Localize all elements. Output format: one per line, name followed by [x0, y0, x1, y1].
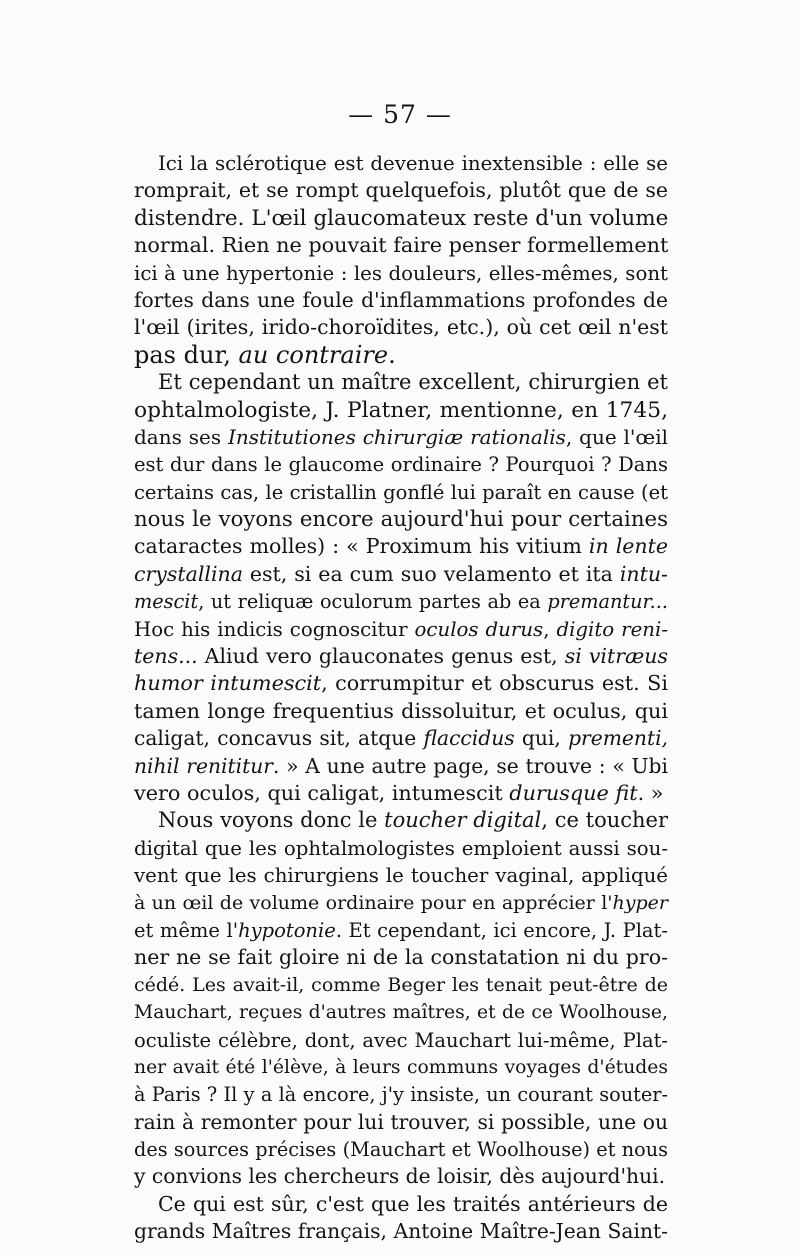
text-line — [134, 944, 668, 971]
italic-text: oculos durus — [414, 617, 544, 641]
text-line — [134, 670, 668, 697]
text-run: Nous voyons donc le — [158, 808, 385, 833]
italic-text: prementi, — [568, 726, 668, 751]
text-line — [134, 533, 668, 560]
text-line — [134, 753, 668, 780]
text-line — [134, 561, 668, 588]
text-line — [134, 177, 668, 204]
italic-text: durusque fit — [509, 780, 638, 805]
text-line — [134, 150, 668, 177]
text-run: ner avait été l'élève, à leurs communs voyages d'études — [134, 1056, 668, 1078]
text-line — [134, 397, 668, 424]
text-line — [134, 287, 668, 314]
text-run: qui, — [514, 726, 569, 751]
text-run: ici à une hypertonie : les douleurs, elles-mêmes, sont — [134, 261, 668, 285]
text-line — [134, 588, 668, 615]
page-number: — 57 — — [348, 100, 452, 129]
text-run: certains cas, le cristallin gonflé lui paraît en cause (et — [134, 480, 668, 504]
body-text — [134, 150, 668, 1246]
text-line — [134, 424, 668, 451]
italic-text: tens... — [134, 644, 198, 669]
text-run: , que l'œil — [565, 424, 668, 449]
italic-text: flaccidus — [423, 726, 515, 751]
text-line — [134, 890, 668, 917]
text-line — [134, 1163, 668, 1190]
text-line — [134, 506, 668, 533]
text-run: , corrumpitur et obscurus est. Si — [321, 671, 668, 696]
text-run: vent que les chirurgiens le toucher vaginal, appliqué — [134, 864, 668, 888]
italic-text: crystallina — [134, 561, 243, 586]
text-run: fortes dans une foule d'inflammations profondes de — [134, 287, 668, 312]
text-run: et même l' — [134, 918, 239, 942]
text-line — [134, 972, 668, 999]
italic-text: digito reni- — [556, 617, 668, 641]
text-line — [134, 862, 668, 889]
text-line — [134, 725, 668, 752]
text-line — [134, 1218, 668, 1245]
text-line — [134, 917, 668, 944]
text-run: est dur dans le glaucome ordinaire ? Pourquoi ? Dans — [134, 453, 668, 477]
text-run: Et cependant un maître excellent, chirurgien et — [158, 370, 668, 395]
text-run: tamen longe frequentius dissoluitur, et oculus, qui — [134, 698, 668, 723]
text-run: normal. Rien ne pouvait faire penser formellement — [134, 233, 669, 258]
text-run: ner ne se fait gloire ni de la constatation ni du pro- — [134, 945, 668, 970]
text-line — [134, 314, 668, 341]
text-run: rain à remonter pour lui trouver, si possible, une ou — [134, 1109, 668, 1134]
text-line — [134, 999, 668, 1026]
text-run: , ut reliquæ oculorum partes ab ea — [198, 590, 548, 614]
italic-text: premantur... — [547, 590, 668, 614]
text-run: ophtalmologiste, J. Platner, mentionne, en 1745, — [134, 397, 668, 423]
italic-text: humor intumescit — [134, 671, 322, 696]
text-line — [134, 369, 668, 396]
italic-text: hypotonie — [238, 918, 336, 942]
text-run: oculiste célèbre, dont, avec Mauchart lui-même, Plat- — [134, 1028, 668, 1052]
italic-text: in lente — [588, 534, 668, 559]
text-run: . » — [637, 780, 664, 805]
italic-text: si vitræus — [564, 644, 669, 669]
text-line — [134, 1081, 668, 1108]
text-line — [134, 451, 668, 478]
text-run: cédé. Les avait-il, comme Beger les tenait peut-être de — [134, 973, 668, 996]
text-run: dans ses — [134, 424, 228, 449]
italic-text: mescit — [134, 590, 199, 614]
text-line — [134, 1191, 668, 1218]
text-run: romprait, et se rompt quelquefois, plutôt que de se — [134, 178, 668, 203]
text-run: Ici la sclérotique est devenue inextensible : elle se — [158, 152, 668, 175]
italic-text: Institutiones chirurgiæ rationalis — [228, 424, 566, 449]
text-run: grands Maîtres français, Antoine Maître-Jean Saint- — [134, 1219, 668, 1244]
italic-text: toucher digital — [384, 808, 542, 833]
text-run: , — [543, 617, 557, 641]
text-run: des sources précises (Mauchart et Woolhouse) et nous — [134, 1138, 668, 1162]
text-run: digital que les ophtalmologistes emploient aussi sou- — [134, 836, 668, 860]
text-run: Mauchart, reçues d'autres maîtres, et de ce Woolhouse, — [134, 1002, 668, 1024]
text-line — [134, 698, 668, 725]
text-run: , ce toucher — [541, 808, 668, 833]
text-run: . — [388, 340, 396, 369]
text-line — [134, 616, 668, 643]
text-line — [134, 807, 668, 834]
text-line — [134, 1027, 668, 1054]
text-run: cataractes molles) : « Proximum his vitium — [134, 534, 589, 559]
italic-text: hyper — [612, 891, 668, 914]
italic-text: au contraire — [238, 340, 389, 369]
text-line — [134, 835, 668, 862]
text-line — [134, 479, 668, 506]
text-run: pas dur, — [134, 340, 239, 369]
text-run: . » A une autre page, se trouve : « Ubi — [272, 753, 668, 778]
text-run: . Et cependant, ici encore, J. Plat- — [335, 918, 668, 942]
text-run: à un œil de volume ordinaire pour en apprécier l' — [134, 891, 613, 914]
italic-text: intu- — [619, 561, 668, 586]
text-run: caligat, concavus sit, atque — [134, 726, 424, 751]
text-run: distendre. L'œil glaucomateux reste d'un volume — [134, 205, 669, 231]
text-run: Ce qui est sûr, c'est que les traités antérieurs de — [158, 1191, 668, 1216]
text-line — [134, 260, 668, 287]
text-run: vero oculos, qui caligat, intumescit — [134, 780, 510, 805]
text-run: à Paris ? Il y a là encore, j'y insiste, un courant souter- — [134, 1083, 668, 1107]
italic-text: nihil renititur — [134, 753, 273, 778]
text-run: Aliud vero glauconates genus est, — [197, 644, 565, 669]
text-run: l'œil (irites, irido-choroïdites, etc.), où cet œil n'est — [134, 315, 668, 340]
text-line — [134, 1136, 668, 1163]
text-line — [134, 643, 668, 670]
text-line — [134, 1109, 668, 1136]
text-line — [134, 232, 668, 259]
text-line — [134, 780, 668, 807]
text-run: est, si ea cum suo velamento et ita — [242, 561, 620, 586]
text-run: nous le voyons encore aujourd'hui pour certaines — [134, 507, 668, 533]
text-line — [134, 342, 668, 369]
text-line — [134, 205, 668, 232]
text-run: Hoc his indicis cognoscitur — [134, 617, 415, 641]
text-line — [134, 1054, 668, 1081]
text-run: y convions les chercheurs de loisir, dès aujourd'hui. — [134, 1164, 666, 1189]
